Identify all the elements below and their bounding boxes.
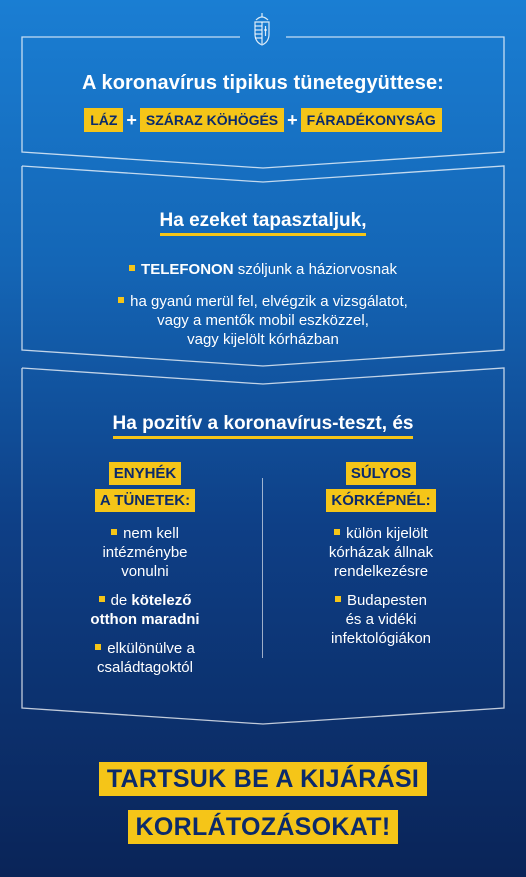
section3-title: Ha pozitív a koronavírus-teszt, és xyxy=(113,413,414,439)
mild-b2-pre: de xyxy=(110,592,132,609)
symptom-fever: LÁZ xyxy=(84,108,123,132)
section2-bullet1 xyxy=(0,260,526,279)
severe-bullet2 xyxy=(276,591,486,648)
severe-column xyxy=(276,462,486,648)
column-divider xyxy=(262,478,263,658)
symptom-fatigue: FÁRADÉKONYSÁG xyxy=(301,108,442,132)
bullet1-text: szóljunk a háziorvosnak xyxy=(233,261,397,278)
symptom-dry-cough: SZÁRAZ KÖHÖGÉS xyxy=(140,108,284,132)
mild-bullet3 xyxy=(40,639,250,677)
section3-title-wrap xyxy=(0,413,526,439)
severe-bullet1 xyxy=(276,524,486,581)
mild-b2-bold2: otthon maradni xyxy=(90,611,200,628)
mild-b3-l2: családtagoktól xyxy=(97,659,193,676)
bullet-icon xyxy=(111,529,117,535)
symptoms-title: A koronavírus tipikus tünetegyüttese: xyxy=(82,72,444,94)
severe-heading-1: SÚLYOS xyxy=(346,462,416,485)
footer-line1-wrap xyxy=(0,762,526,796)
severe-b1-l3: rendelkezésre xyxy=(333,563,429,580)
mild-column xyxy=(40,462,250,677)
mild-b1-l3: vonulni xyxy=(121,563,169,580)
severe-b2-l3: infektológiákon xyxy=(330,630,432,647)
severe-b1-l2: kórházak állnak xyxy=(328,544,434,561)
section2-bullet2 xyxy=(0,292,526,349)
mild-b3-l1: elkülönülve a xyxy=(107,640,195,657)
bullet2-line1: ha gyanú merül fel, elvégzik a vizsgálatot, xyxy=(130,293,408,310)
mild-heading-1: ENYHÉK xyxy=(109,462,182,485)
footer-line1: TARTSUK BE A KIJÁRÁSI xyxy=(99,762,427,796)
bullet-icon xyxy=(95,644,101,650)
mild-heading-2: A TÜNETEK: xyxy=(95,489,195,512)
mild-b2-bold1: kötelező xyxy=(131,592,192,609)
section2-title-wrap xyxy=(0,210,526,236)
mild-b1-l1: nem kell xyxy=(123,525,179,542)
telefon-label: TELEFONON xyxy=(141,261,234,278)
mild-bullet2 xyxy=(40,591,250,629)
section2-title: Ha ezeket tapasztaljuk, xyxy=(160,210,367,236)
mild-b1-l2: intézménybe xyxy=(102,544,188,561)
bullet2-line2: vagy a mentők mobil eszközzel, xyxy=(157,312,369,329)
footer-line2-wrap xyxy=(0,810,526,844)
bullet-icon xyxy=(335,596,341,602)
bullet-icon xyxy=(118,297,124,303)
severe-b2-l2: és a vidéki xyxy=(345,611,417,628)
severe-b2-l1: Budapesten xyxy=(346,592,428,609)
bullet-icon xyxy=(129,265,135,271)
severe-heading-2: KÓRKÉPNÉL: xyxy=(326,489,435,512)
bullet2-line3: vagy kijelölt kórházban xyxy=(187,331,339,348)
severe-b1-l1: külön kijelölt xyxy=(346,525,428,542)
bullet-icon xyxy=(334,529,340,535)
symptoms-row xyxy=(0,108,526,132)
footer-line2: KORLÁTOZÁSOKAT! xyxy=(128,810,399,844)
plus-sign: + xyxy=(287,109,298,130)
hungarian-coat-of-arms-icon xyxy=(251,12,273,46)
plus-sign: + xyxy=(126,109,137,130)
mild-bullet1 xyxy=(40,524,250,581)
bullet-icon xyxy=(99,596,105,602)
